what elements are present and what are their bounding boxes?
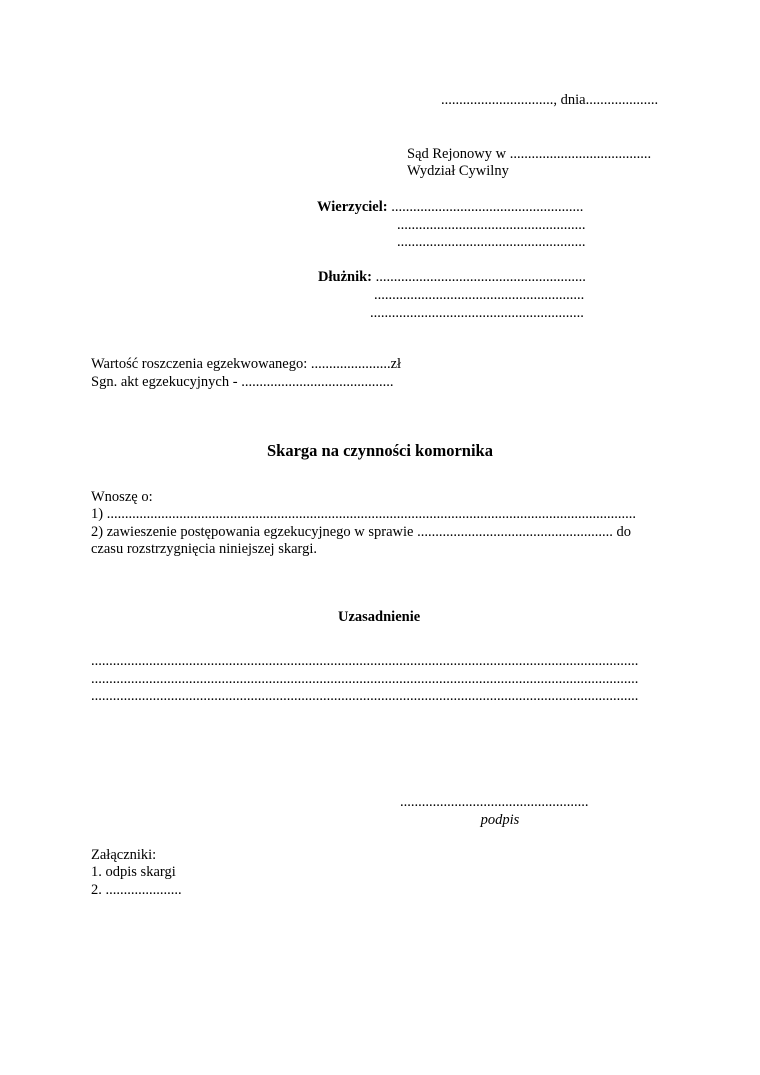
creditor-label: Wierzyciel: <box>317 199 388 215</box>
signature-dots: .................................................... <box>400 794 589 810</box>
attachment-item-1: 1. odpis skargi <box>91 864 176 880</box>
justification-line-2: ....................................................................................................................................................... <box>91 671 639 687</box>
creditor-line-3: .................................................... <box>397 234 586 250</box>
request-intro: Wnoszę o: <box>91 489 153 505</box>
creditor-line-2: .................................................... <box>397 217 586 233</box>
court-line-2: Wydział Cywilny <box>407 163 509 179</box>
debtor-line-1 <box>318 268 586 286</box>
claim-value-line: Wartość roszczenia egzekwowanego: ......................zł <box>91 356 402 372</box>
court-line-1: Sąd Rejonowy w ....................................... <box>407 146 652 162</box>
debtor-line-3: ........................................................... <box>370 305 584 321</box>
creditor-dots-1: ..................................................... <box>387 199 584 215</box>
debtor-line-2: .......................................................... <box>374 287 585 303</box>
justification-line-1: ....................................................................................................................................................... <box>91 653 639 669</box>
document-title: Skarga na czynności komornika <box>267 441 493 460</box>
request-item-1: 1) .................................................................................................................................................. <box>91 506 636 522</box>
debtor-dots-1: .......................................................... <box>372 269 586 285</box>
debtor-label: Dłużnik: <box>318 269 372 285</box>
creditor-line-1 <box>317 198 583 216</box>
justification-heading: Uzasadnienie <box>338 609 421 625</box>
place-date-line: ..............................., dnia.................... <box>441 92 659 108</box>
case-numbers-line: Sgn. akt egzekucyjnych - .......................................... <box>91 374 394 390</box>
justification-line-3: ....................................................................................................................................................... <box>91 688 639 704</box>
signature-label: podpis <box>480 812 520 828</box>
request-item-2: 2) zawieszenie postępowania egzekucyjnego w sprawie ...................................................... do <box>91 524 631 540</box>
attachments-heading: Załączniki: <box>91 847 157 863</box>
request-item-2-continuation: czasu rozstrzygnięcia niniejszej skargi. <box>91 541 318 557</box>
attachment-item-2: 2. ..................... <box>91 882 182 898</box>
